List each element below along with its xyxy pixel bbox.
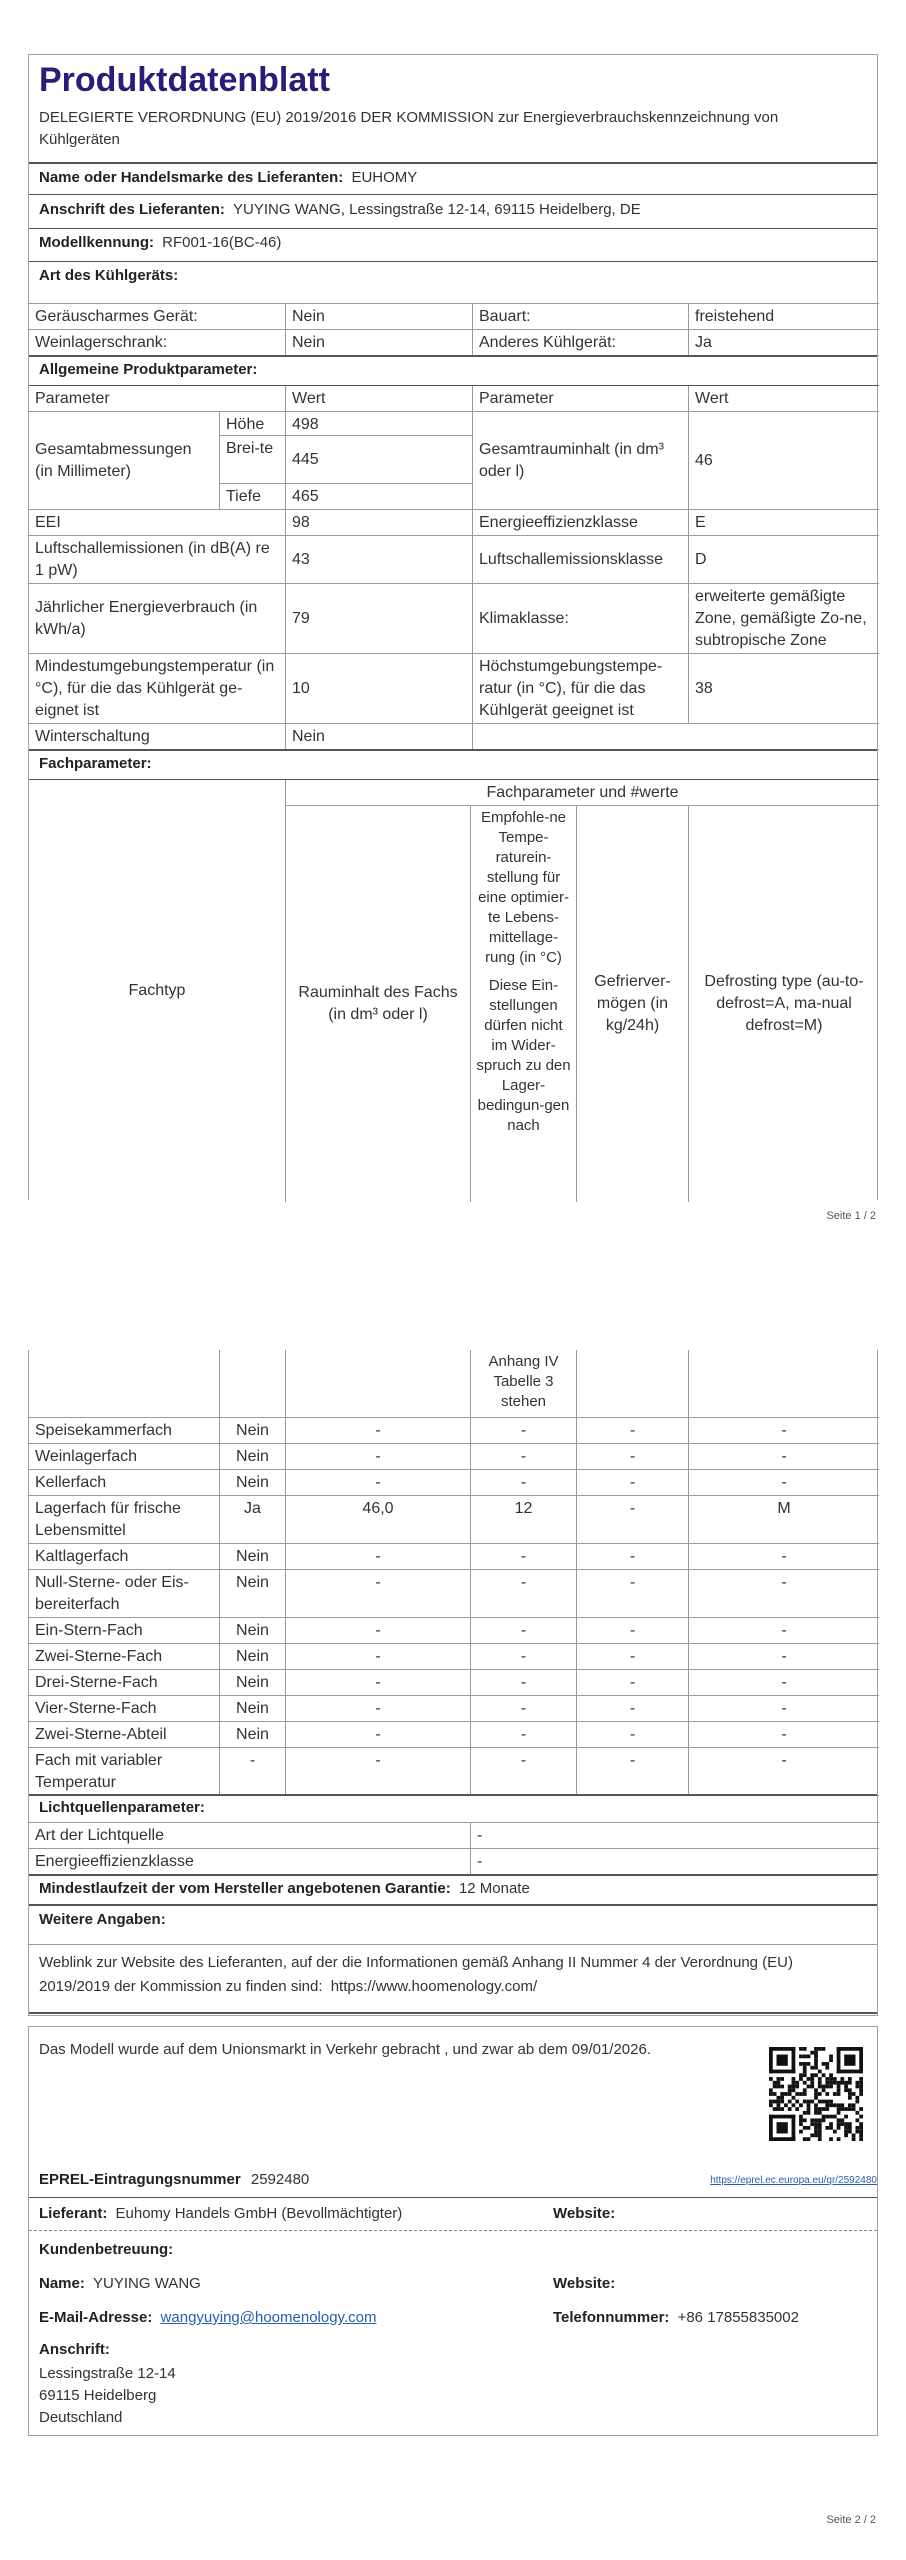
service-phone-value: +86 17855835002 (677, 2309, 799, 2326)
compartment-freeze: - (577, 1722, 689, 1748)
compartment-freeze: - (577, 1544, 689, 1570)
supplier-name-label: Name oder Handelsmarke des Lieferanten: (39, 169, 344, 186)
service-name-value: YUYING WANG (93, 2275, 201, 2292)
compartment-volume: - (286, 1544, 471, 1570)
compartment-temp: - (471, 1544, 577, 1570)
market-contact-box (28, 2026, 878, 2436)
table-row (29, 1570, 879, 1618)
compartment-temp: - (471, 1570, 577, 1618)
contact-website-label: Website: (553, 2205, 616, 2222)
maxtemp-label: Höchstumgebungstempe-ratur (in °C), für die das Kühlgerät geeignet ist (473, 654, 689, 724)
compartment-temp: - (471, 1618, 577, 1644)
service-name-label: Name: (39, 2275, 85, 2292)
qr-code-icon[interactable] (769, 2047, 863, 2141)
other-value: Ja (689, 330, 879, 356)
compartments-header (29, 779, 879, 1201)
compartment-name: Ein-Stern-Fach (29, 1618, 220, 1644)
noise-label: Luftschallemissionen (in dB(A) re 1 pW) (29, 536, 286, 584)
compartment-present: Nein (220, 1644, 286, 1670)
compartment-defrost: - (689, 1644, 879, 1670)
dims-label: Gesamtabmessungen (in Millimeter) (29, 412, 220, 510)
table-row (29, 1722, 879, 1748)
compartment-volume: - (286, 1722, 471, 1748)
noise-value: 43 (286, 536, 473, 584)
col-temp-part-3: Anhang IV Tabelle 3 stehen (471, 1350, 577, 1418)
compartment-temp: - (471, 1696, 577, 1722)
compartment-name: Null-Sterne- oder Eis-bereiterfach (29, 1570, 220, 1618)
table-row (29, 1696, 879, 1722)
compartment-freeze: - (577, 1418, 689, 1444)
model-value: RF001-16(BC-46) (162, 234, 282, 251)
compartment-temp: 12 (471, 1496, 577, 1544)
page-number-1: Seite 1 / 2 (826, 1210, 876, 1222)
compartment-defrost: - (689, 1618, 879, 1644)
compartment-defrost: - (689, 1670, 879, 1696)
winter-empty (473, 724, 879, 750)
compartment-name: Zwei-Sterne-Abteil (29, 1722, 220, 1748)
table-row (29, 1470, 879, 1496)
page-number-2: Seite 2 / 2 (826, 2514, 876, 2526)
compartment-volume: - (286, 1418, 471, 1444)
compartment-name: Fach mit variabler Temperatur (29, 1748, 220, 1796)
dim-depth-label: Tiefe (220, 484, 286, 510)
eprel-label: EPREL-Eintragungsnummer (39, 2171, 241, 2188)
eprel-value: 2592480 (250, 2171, 310, 2188)
compartment-freeze: - (577, 1670, 689, 1696)
appliance-type-table (29, 303, 879, 355)
further-text: Weblink zur Website des Lieferanten, auf der die Informationen gemäß Anhang II Nummer 4 der Verordnung (EU) 2019/2019 der Kommission zu finden sind: (39, 1954, 794, 1995)
light-type-label: Art der Lichtquelle (29, 1823, 471, 1849)
compartment-freeze: - (577, 1444, 689, 1470)
supplier-contact-row (29, 2197, 877, 2231)
light-heading: Lichtquellenparameter: (39, 1799, 205, 1816)
table-row (29, 1418, 879, 1444)
compartment-present: Nein (220, 1470, 286, 1496)
page-title: Produktdatenblatt (39, 61, 330, 99)
compartment-volume: - (286, 1670, 471, 1696)
eclass-label: Energieeffizienzklasse (473, 510, 689, 536)
mintemp-label: Mindestumgebungstemperatur (in °C), für die das Kühlgerät ge-eignet ist (29, 654, 286, 724)
compartment-name: Drei-Sterne-Fach (29, 1670, 220, 1696)
compartment-volume: - (286, 1644, 471, 1670)
appliance-type-heading-row (29, 261, 877, 294)
light-heading-row (29, 1794, 877, 1822)
design-label: Bauart: (473, 304, 689, 330)
address-line-3: Deutschland (39, 2409, 123, 2426)
table-row (29, 1618, 879, 1644)
other-label: Anderes Kühlgerät: (473, 330, 689, 356)
volume-value: 46 (689, 412, 879, 510)
compartment-defrost: - (689, 1722, 879, 1748)
col-temp-part-1: Empfohle-ne Tempe-raturein-stellung für eine optimier-te Lebens-mittellage-rung (in °C) (478, 809, 569, 966)
compartments-header-continued (29, 1350, 879, 1418)
col-param-1: Parameter (29, 386, 286, 412)
further-text-row (29, 1944, 877, 2014)
cont-blank-2 (220, 1350, 286, 1418)
compartment-volume: - (286, 1696, 471, 1722)
compartment-defrost: - (689, 1696, 879, 1722)
compartments-heading-row (29, 749, 877, 779)
compartment-freeze: - (577, 1570, 689, 1618)
further-heading-row (29, 1904, 877, 1936)
compartments-table (29, 1418, 879, 1808)
light-class-label: Energieeffizienzklasse (29, 1849, 471, 1875)
general-table (29, 385, 879, 765)
compartment-present: Nein (220, 1618, 286, 1644)
model-row (29, 228, 877, 261)
dim-width-value: 445 (286, 436, 473, 484)
compartment-volume: - (286, 1444, 471, 1470)
address-line-2: 69115 Heidelberg (39, 2387, 157, 2404)
climate-value: erweiterte gemäßigte Zone, gemäßigte Zo-ne, subtropische Zone (689, 584, 879, 654)
compartment-name: Weinlagerfach (29, 1444, 220, 1470)
cont-blank-3 (286, 1350, 471, 1418)
compartment-present: Nein (220, 1670, 286, 1696)
light-type-value: - (471, 1823, 879, 1849)
maxtemp-value: 38 (689, 654, 879, 724)
contact-supplier-label: Lieferant: (39, 2205, 108, 2222)
dim-depth-value: 465 (286, 484, 473, 510)
compartment-temp: - (471, 1418, 577, 1444)
service-email-label: E-Mail-Adresse: (39, 2309, 153, 2326)
compartment-present: Nein (220, 1570, 286, 1618)
col-param-2: Parameter (473, 386, 689, 412)
cont-blank-5 (689, 1350, 879, 1418)
compartment-freeze: - (577, 1618, 689, 1644)
model-label: Modellkennung: (39, 234, 154, 251)
further-heading: Weitere Angaben: (39, 1911, 166, 1928)
compartment-freeze: - (577, 1748, 689, 1796)
compartment-present: - (220, 1748, 286, 1796)
supplier-address-label: Anschrift des Lieferanten: (39, 201, 225, 218)
light-class-value: - (471, 1849, 879, 1875)
compartments-heading: Fachparameter: (39, 755, 152, 772)
compartment-present: Nein (220, 1696, 286, 1722)
compartment-volume: - (286, 1748, 471, 1796)
compartment-present: Nein (220, 1722, 286, 1748)
winter-value: Nein (286, 724, 473, 750)
compartment-defrost: - (689, 1570, 879, 1618)
service-heading: Kundenbetreuung: (39, 2241, 174, 2258)
compartment-temp: - (471, 1748, 577, 1796)
dim-width-label: Brei-te (220, 436, 286, 484)
table-row (29, 1644, 879, 1670)
supplier-address-row (29, 194, 877, 228)
col-volume: Rauminhalt des Fachs (in dm³ oder l) (286, 806, 471, 1202)
compartment-freeze: - (577, 1644, 689, 1670)
noiseclass-label: Luftschallemissionsklasse (473, 536, 689, 584)
compartment-volume: - (286, 1470, 471, 1496)
compartment-defrost: - (689, 1444, 879, 1470)
compartment-temp: - (471, 1722, 577, 1748)
compartment-defrost: M (689, 1496, 879, 1544)
eprel-link[interactable]: https://eprel.ec.europa.eu/qr/2592480 (710, 2175, 877, 2186)
service-website-label: Website: (553, 2275, 616, 2292)
col-value-2: Wert (689, 386, 879, 412)
compartment-defrost: - (689, 1544, 879, 1570)
appliance-type-heading: Art des Kühlgeräts: (39, 267, 179, 284)
warranty-row (29, 1874, 877, 1904)
further-url: https://www.hoomenology.com/ (330, 1978, 538, 1995)
wine-label: Weinlagerschrank: (29, 330, 286, 356)
col-value-1: Wert (286, 386, 473, 412)
datasheet-page-1 (28, 54, 878, 1200)
eei-value: 98 (286, 510, 473, 536)
compartment-volume: - (286, 1570, 471, 1618)
compartment-name: Speisekammerfach (29, 1418, 220, 1444)
compartment-present: Ja (220, 1496, 286, 1544)
compartment-defrost: - (689, 1748, 879, 1796)
service-email-link[interactable]: wangyuying@hoomenology.com (160, 2309, 377, 2326)
compartment-present: Nein (220, 1544, 286, 1570)
compartment-name: Zwei-Sterne-Fach (29, 1644, 220, 1670)
col-temp-part-2: Diese Ein-stellungen dürfen nicht im Wider-spruch zu den Lager-bedingun-gen nach (476, 977, 571, 1134)
col-type: Fachtyp (29, 780, 286, 1202)
general-heading-row (29, 355, 877, 385)
warranty-label: Mindestlaufzeit der vom Hersteller angebotenen Garantie: (39, 1880, 451, 1897)
design-value: freistehend (689, 304, 879, 330)
cont-blank-4 (577, 1350, 689, 1418)
climate-label: Klimaklasse: (473, 584, 689, 654)
compartment-freeze: - (577, 1496, 689, 1544)
compartment-defrost: - (689, 1470, 879, 1496)
table-row (29, 1748, 879, 1796)
dim-height-value: 498 (286, 412, 473, 436)
supplier-address-value: YUYING WANG, Lessingstraße 12-14, 69115 Heidelberg, DE (233, 201, 641, 218)
volume-label: Gesamtrauminhalt (in dm³ oder l) (473, 412, 689, 510)
compartment-temp: - (471, 1444, 577, 1470)
light-table (29, 1822, 879, 1874)
table-row (29, 1444, 879, 1470)
eei-label: EEI (29, 510, 286, 536)
compartment-freeze: - (577, 1696, 689, 1722)
service-phone-label: Telefonnummer: (553, 2309, 670, 2326)
quiet-value: Nein (286, 304, 473, 330)
compartment-volume: 46,0 (286, 1496, 471, 1544)
compartment-present: Nein (220, 1418, 286, 1444)
table-row (29, 1670, 879, 1696)
compartment-defrost: - (689, 1418, 879, 1444)
compartment-present: Nein (220, 1444, 286, 1470)
datasheet-page-2 (28, 1350, 878, 2016)
compartment-name: Kellerfach (29, 1470, 220, 1496)
service-address-label: Anschrift: (39, 2341, 110, 2358)
compartment-freeze: - (577, 1470, 689, 1496)
col-freeze: Gefrierver-mögen (in kg/24h) (577, 806, 689, 1202)
table-row (29, 1496, 879, 1544)
table-row (29, 1544, 879, 1570)
dim-height-label: Höhe (220, 412, 286, 436)
col-defrost: Defrosting type (au-to-defrost=A, ma-nual defrost=M) (704, 973, 864, 1034)
compartment-temp: - (471, 1644, 577, 1670)
supplier-name-row (29, 162, 877, 194)
market-text: Das Modell wurde auf dem Unionsmarkt in Verkehr gebracht , und zwar ab dem 09/01/2026. (39, 2041, 651, 2058)
quiet-label: Geräuscharmes Gerät: (29, 304, 286, 330)
eclass-value: E (689, 510, 879, 536)
cont-blank-1 (29, 1350, 220, 1418)
compartment-volume: - (286, 1618, 471, 1644)
compartment-name: Kaltlagerfach (29, 1544, 220, 1570)
energy-label: Jährlicher Energieverbrauch (in kWh/a) (29, 584, 286, 654)
general-heading: Allgemeine Produktparameter: (39, 361, 258, 378)
contact-supplier-value: Euhomy Handels GmbH (Bevollmächtigter) (115, 2205, 403, 2222)
regulation-subtitle: DELEGIERTE VERORDNUNG (EU) 2019/2016 DER KOMMISSION zur Energieverbrauchskennzeichnung von Kühlgeräten (39, 109, 779, 148)
wine-value: Nein (286, 330, 473, 356)
mintemp-value: 10 (286, 654, 473, 724)
compartment-name: Vier-Sterne-Fach (29, 1696, 220, 1722)
energy-value: 79 (286, 584, 473, 654)
address-line-1: Lessingstraße 12-14 (39, 2365, 176, 2382)
supplier-name-value: EUHOMY (351, 169, 418, 186)
compartment-temp: - (471, 1670, 577, 1696)
noiseclass-value: D (689, 536, 879, 584)
compartment-name: Lagerfach für frische Lebensmittel (29, 1496, 220, 1544)
winter-label: Winterschaltung (29, 724, 286, 750)
compartment-temp: - (471, 1470, 577, 1496)
warranty-value: 12 Monate (458, 1880, 530, 1897)
col-temp (471, 806, 577, 1202)
group-header: Fachparameter und #werte (286, 780, 879, 806)
